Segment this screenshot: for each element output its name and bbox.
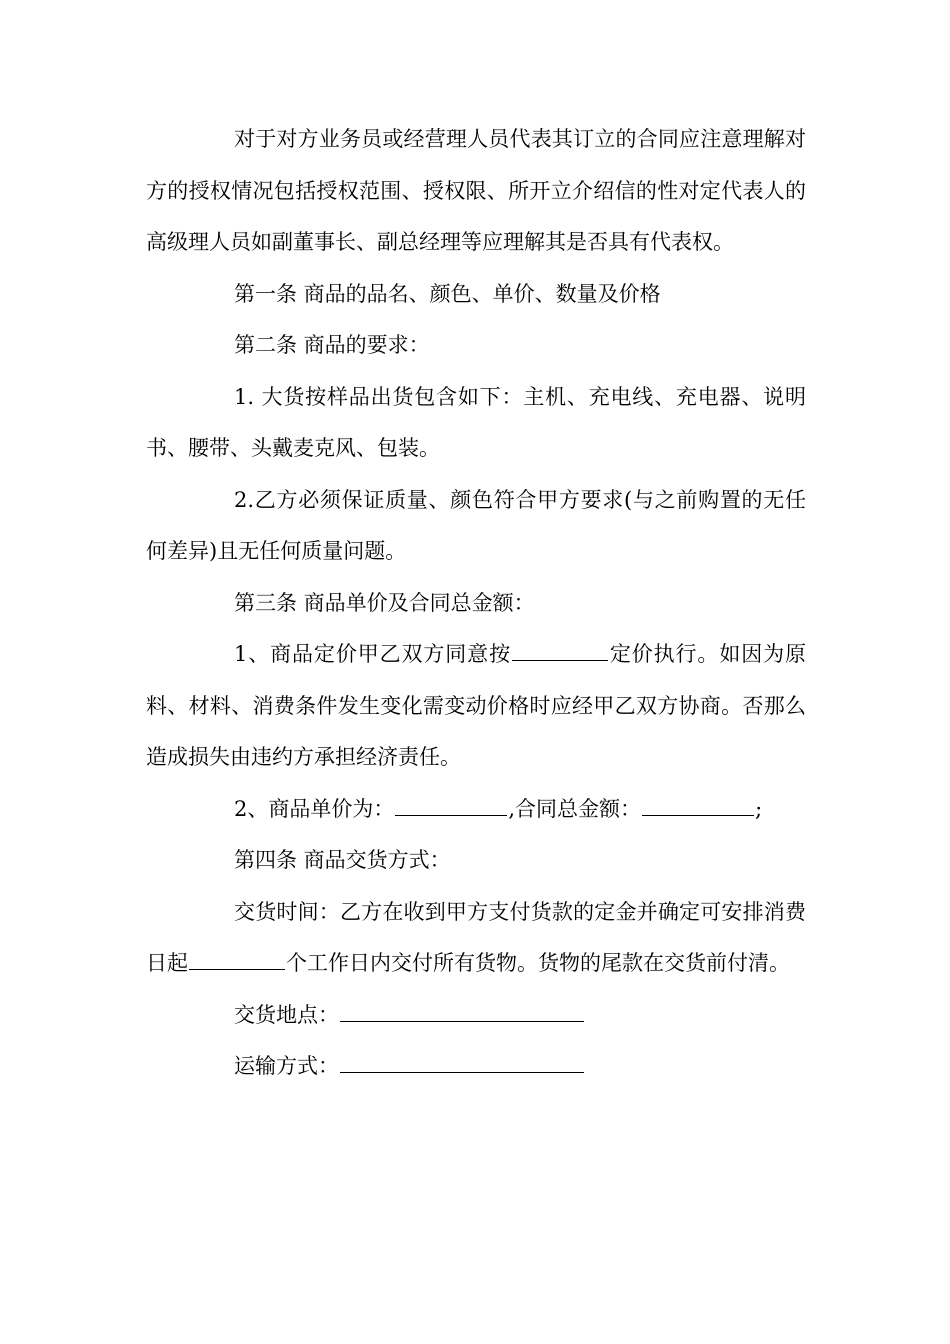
transport-method xyxy=(146,1041,806,1093)
paragraph-text: 运输方式： xyxy=(234,1054,339,1078)
working-days-blank[interactable] xyxy=(189,968,285,970)
delivery-location-blank[interactable] xyxy=(340,1020,584,1022)
delivery-time xyxy=(146,887,806,990)
paragraph-authorization xyxy=(146,114,806,269)
paragraph-text: 对于对方业务员或经营理人员代表其订立的合同应注意理解对方的授权情况包括授权范围、授权限、所开立介绍信的性对定代表人的高级理人员如副董事长、副总经理等应理解其是否具有代表权。 xyxy=(146,127,806,254)
paragraph-text: 2.乙方必须保证质量、颜色符合甲方要求(与之前购置的无任何差异)且无任何质量问题。 xyxy=(146,487,806,563)
paragraph-text: 第四条 商品交货方式： xyxy=(234,848,451,872)
contract-body xyxy=(146,114,806,1093)
article-3-item-1 xyxy=(146,629,806,784)
pricing-basis-blank[interactable] xyxy=(512,659,608,661)
article-1-heading xyxy=(146,269,806,321)
paragraph-text: 第二条 商品的要求： xyxy=(234,333,430,357)
paragraph-text: 1、商品定价甲乙双方同意按 xyxy=(234,642,511,666)
paragraph-text: 定价执行。如因为原料、材料、消费条件发生变化需变动价格时应经甲乙双方协商。否那么造成损失由违约方承担经济责任。 xyxy=(146,642,806,769)
paragraph-text: 第一条 商品的品名、颜色、单价、数量及价格 xyxy=(234,281,661,306)
total-amount-blank[interactable] xyxy=(642,814,754,816)
paragraph-text: 1. 大货按样品出货包含如下：主机、充电线、充电器、说明书、腰带、头戴麦克风、包装。 xyxy=(146,384,806,460)
paragraph-text: 第三条 商品单价及合同总金额： xyxy=(234,590,535,615)
article-2-item-1 xyxy=(146,372,806,475)
article-3-heading xyxy=(146,578,806,630)
article-2-heading xyxy=(146,320,806,372)
article-3-item-2 xyxy=(146,784,806,836)
paragraph-text: 2、商品单价为： xyxy=(234,796,395,821)
unit-price-blank[interactable] xyxy=(395,814,507,816)
delivery-location xyxy=(146,990,806,1042)
paragraph-text: ,合同总金额： xyxy=(508,796,642,821)
article-2-item-2 xyxy=(146,475,806,578)
paragraph-text: ; xyxy=(755,796,763,821)
paragraph-text: 个工作日内交付所有货物。货物的尾款在交货前付清。 xyxy=(286,951,790,975)
paragraph-text: 交货时间：乙方在收到甲方支付货款的定金并确定可安排消费日起 xyxy=(146,899,806,975)
article-4-heading xyxy=(146,835,806,887)
paragraph-text: 交货地点： xyxy=(234,1002,339,1027)
transport-method-blank[interactable] xyxy=(340,1071,584,1073)
